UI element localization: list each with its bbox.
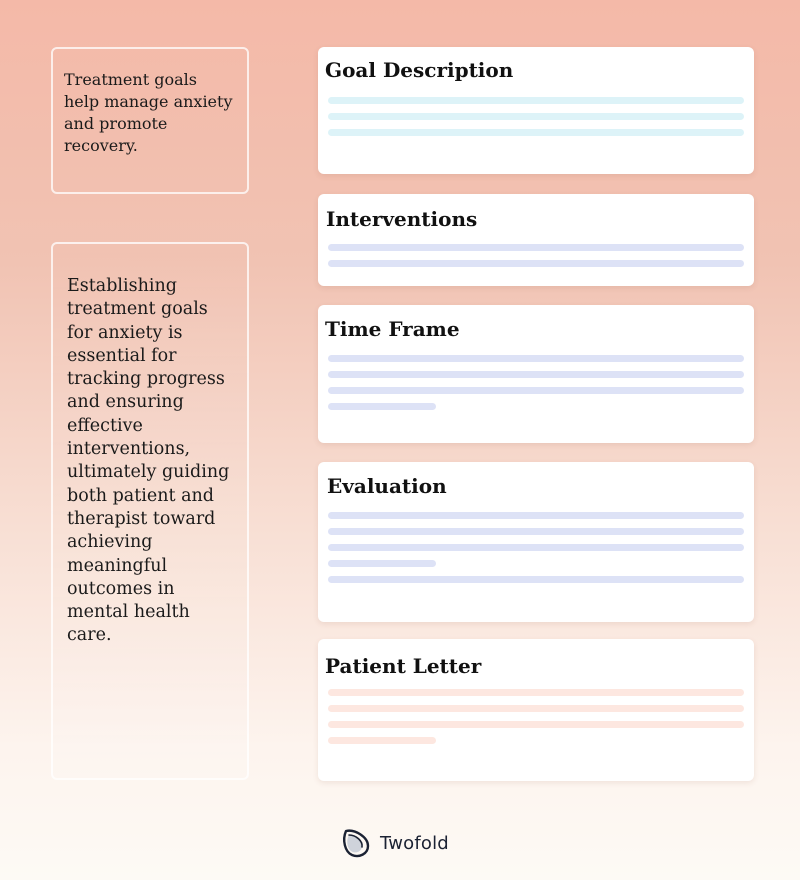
placeholder-line (328, 544, 744, 551)
placeholder-line (328, 244, 744, 251)
placeholder-line (328, 387, 744, 394)
placeholder-line (328, 113, 744, 120)
time-frame-card (318, 305, 754, 443)
placeholder-line (328, 512, 744, 519)
evaluation-card (318, 462, 754, 622)
placeholder-line (328, 737, 436, 744)
card-title: Evaluation (327, 474, 447, 498)
interventions-card (318, 194, 754, 286)
intro-detail-box (51, 242, 249, 780)
placeholder-line (328, 129, 744, 136)
placeholder-line (328, 260, 744, 267)
placeholder-line (328, 355, 744, 362)
placeholder-line (328, 705, 744, 712)
intro-summary-box (51, 47, 249, 194)
intro-summary-text: Treatment goals help manage anxiety and promote recovery. (64, 70, 233, 155)
placeholder-line (328, 721, 744, 728)
patient-letter-card (318, 639, 754, 781)
card-title: Interventions (326, 207, 478, 231)
goal-description-card (318, 47, 754, 174)
placeholder-line (328, 576, 744, 583)
placeholder-line (328, 528, 744, 535)
placeholder-line (328, 371, 744, 378)
placeholder-line (328, 560, 436, 567)
card-title: Time Frame (325, 317, 460, 341)
placeholder-line (328, 403, 436, 410)
intro-detail-text: Establishing treatment goals for anxiety is essential for tracking progress and ensuring effective interventions, ultimately guiding both patient and therapist toward achieving meaningful outcomes in mental health care. (67, 276, 230, 646)
twofold-logo-icon (340, 827, 372, 859)
brand-footer (340, 826, 449, 860)
card-title: Patient Letter (325, 654, 482, 678)
brand-name: Twofold (380, 832, 449, 854)
card-title: Goal Description (325, 58, 514, 82)
placeholder-line (328, 97, 744, 104)
placeholder-line (328, 689, 744, 696)
